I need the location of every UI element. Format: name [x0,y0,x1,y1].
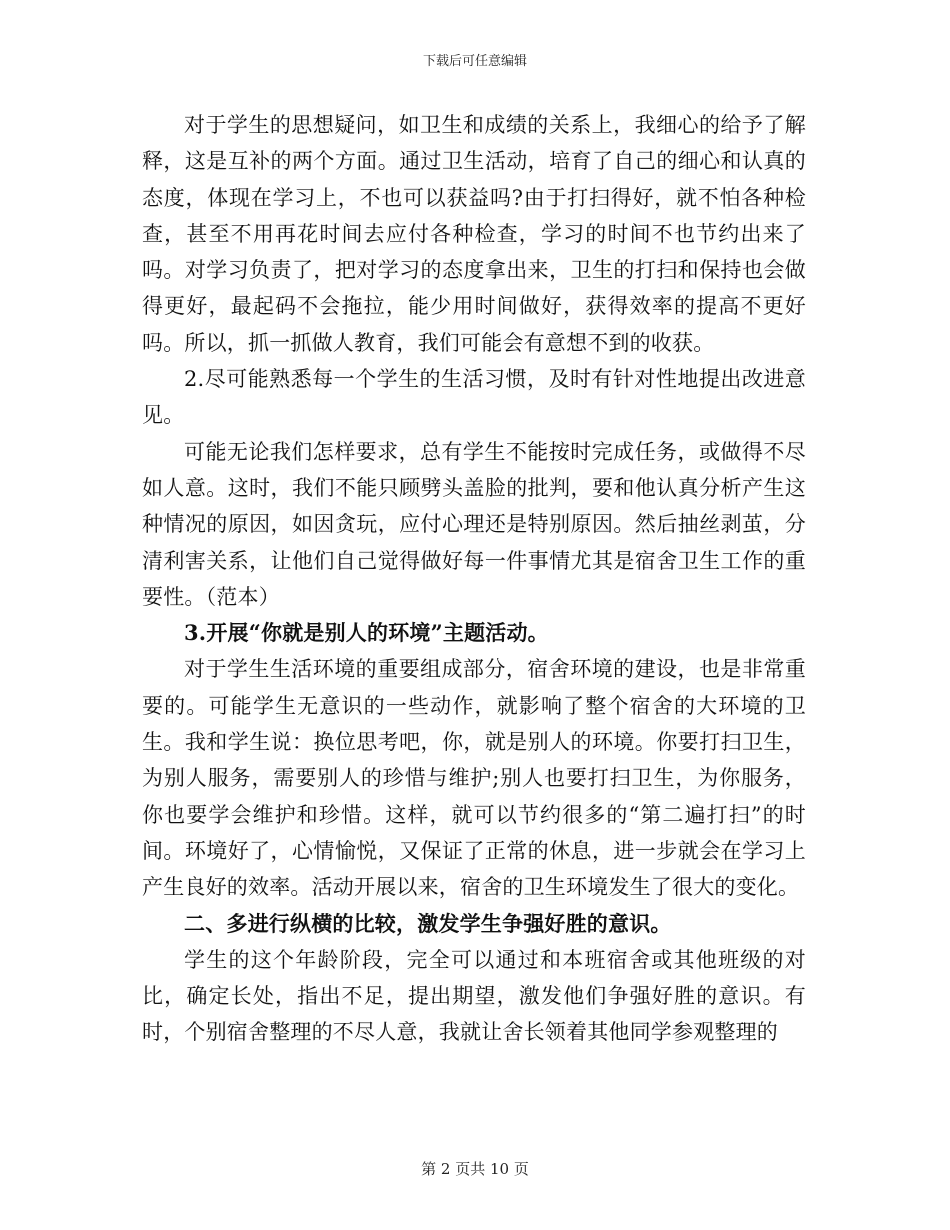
document-body [142,107,806,1051]
paragraph-2: 2.尽可能熟悉每一个学生的生活习惯，及时有针对性地提出改进意见。 [142,367,806,428]
section-heading-2: 二、多进行纵横的比较，激发学生争强好胜的意识。 [184,910,672,936]
paragraph-1: 对于学生的思想疑问，如卫生和成绩的关系上，我细心的给予了解释，这是互补的两个方面。通过卫生活动，培育了自己的细心和认真的态度，体现在学习上，不也可以获益吗?由于打扫得好，就不怕各种检查，甚至不用再花时间去应付各种检查，学习的时间不也节约出来了吗。对学习负责了，把对学习的态度拿出来，卫生的打扫和保持也会做得更好，最起码不会拖拉，能少用时间做好，获得效率的提高不更好吗。所以，抓一抓做人教育，我们可能会有意想不到的收获。 [142,113,806,355]
page-header: 下载后可任意编辑 [422,54,527,69]
paragraph-7: 学生的这个年龄阶段，完全可以通过和本班宿舍或其他班级的对比，确定长处，指出不足，提出期望，激发他们争强好胜的意识。有时，个别宿舍整理的不尽人意，我就让舍长领着其他同学参观整理的 [142,947,806,1045]
section-heading-3: 3.开展“你就是别人的环境”主题活动。 [184,620,549,646]
paragraph-5: 对于学生生活环境的重要组成部分，宿舍环境的建设，也是非常重要的。可能学生无意识的一些动作，就影响了整个宿舍的大环境的卫生。我和学生说：换位思考吧，你，就是别人的环境。你要打扫卫生，为别人服务，需要别人的珍惜与维护;别人也要打扫卫生，为你服务，你也要学会维护和珍惜。这样，就可以节约很多的“第二遍打扫”的时间。环境好了，心情愉悦，又保证了正常的休息，进一步就会在学习上产生良好的效率。活动开展以来，宿舍的卫生环境发生了很大的变化。 [142,657,806,900]
page-footer: 第 2 页共 10 页 [421,1160,529,1178]
paragraph-3: 可能无论我们怎样要求，总有学生不能按时完成任务，或做得不尽如人意。这时，我们不能只顾劈头盖脸的批判，要和他认真分析产生这种情况的原因，如因贪玩，应付心理还是特别原因。然后抽丝剥茧，分清利害关系，让他们自己觉得做好每一件事情尤其是宿舍卫生工作的重要性。（范本） [142,439,806,609]
